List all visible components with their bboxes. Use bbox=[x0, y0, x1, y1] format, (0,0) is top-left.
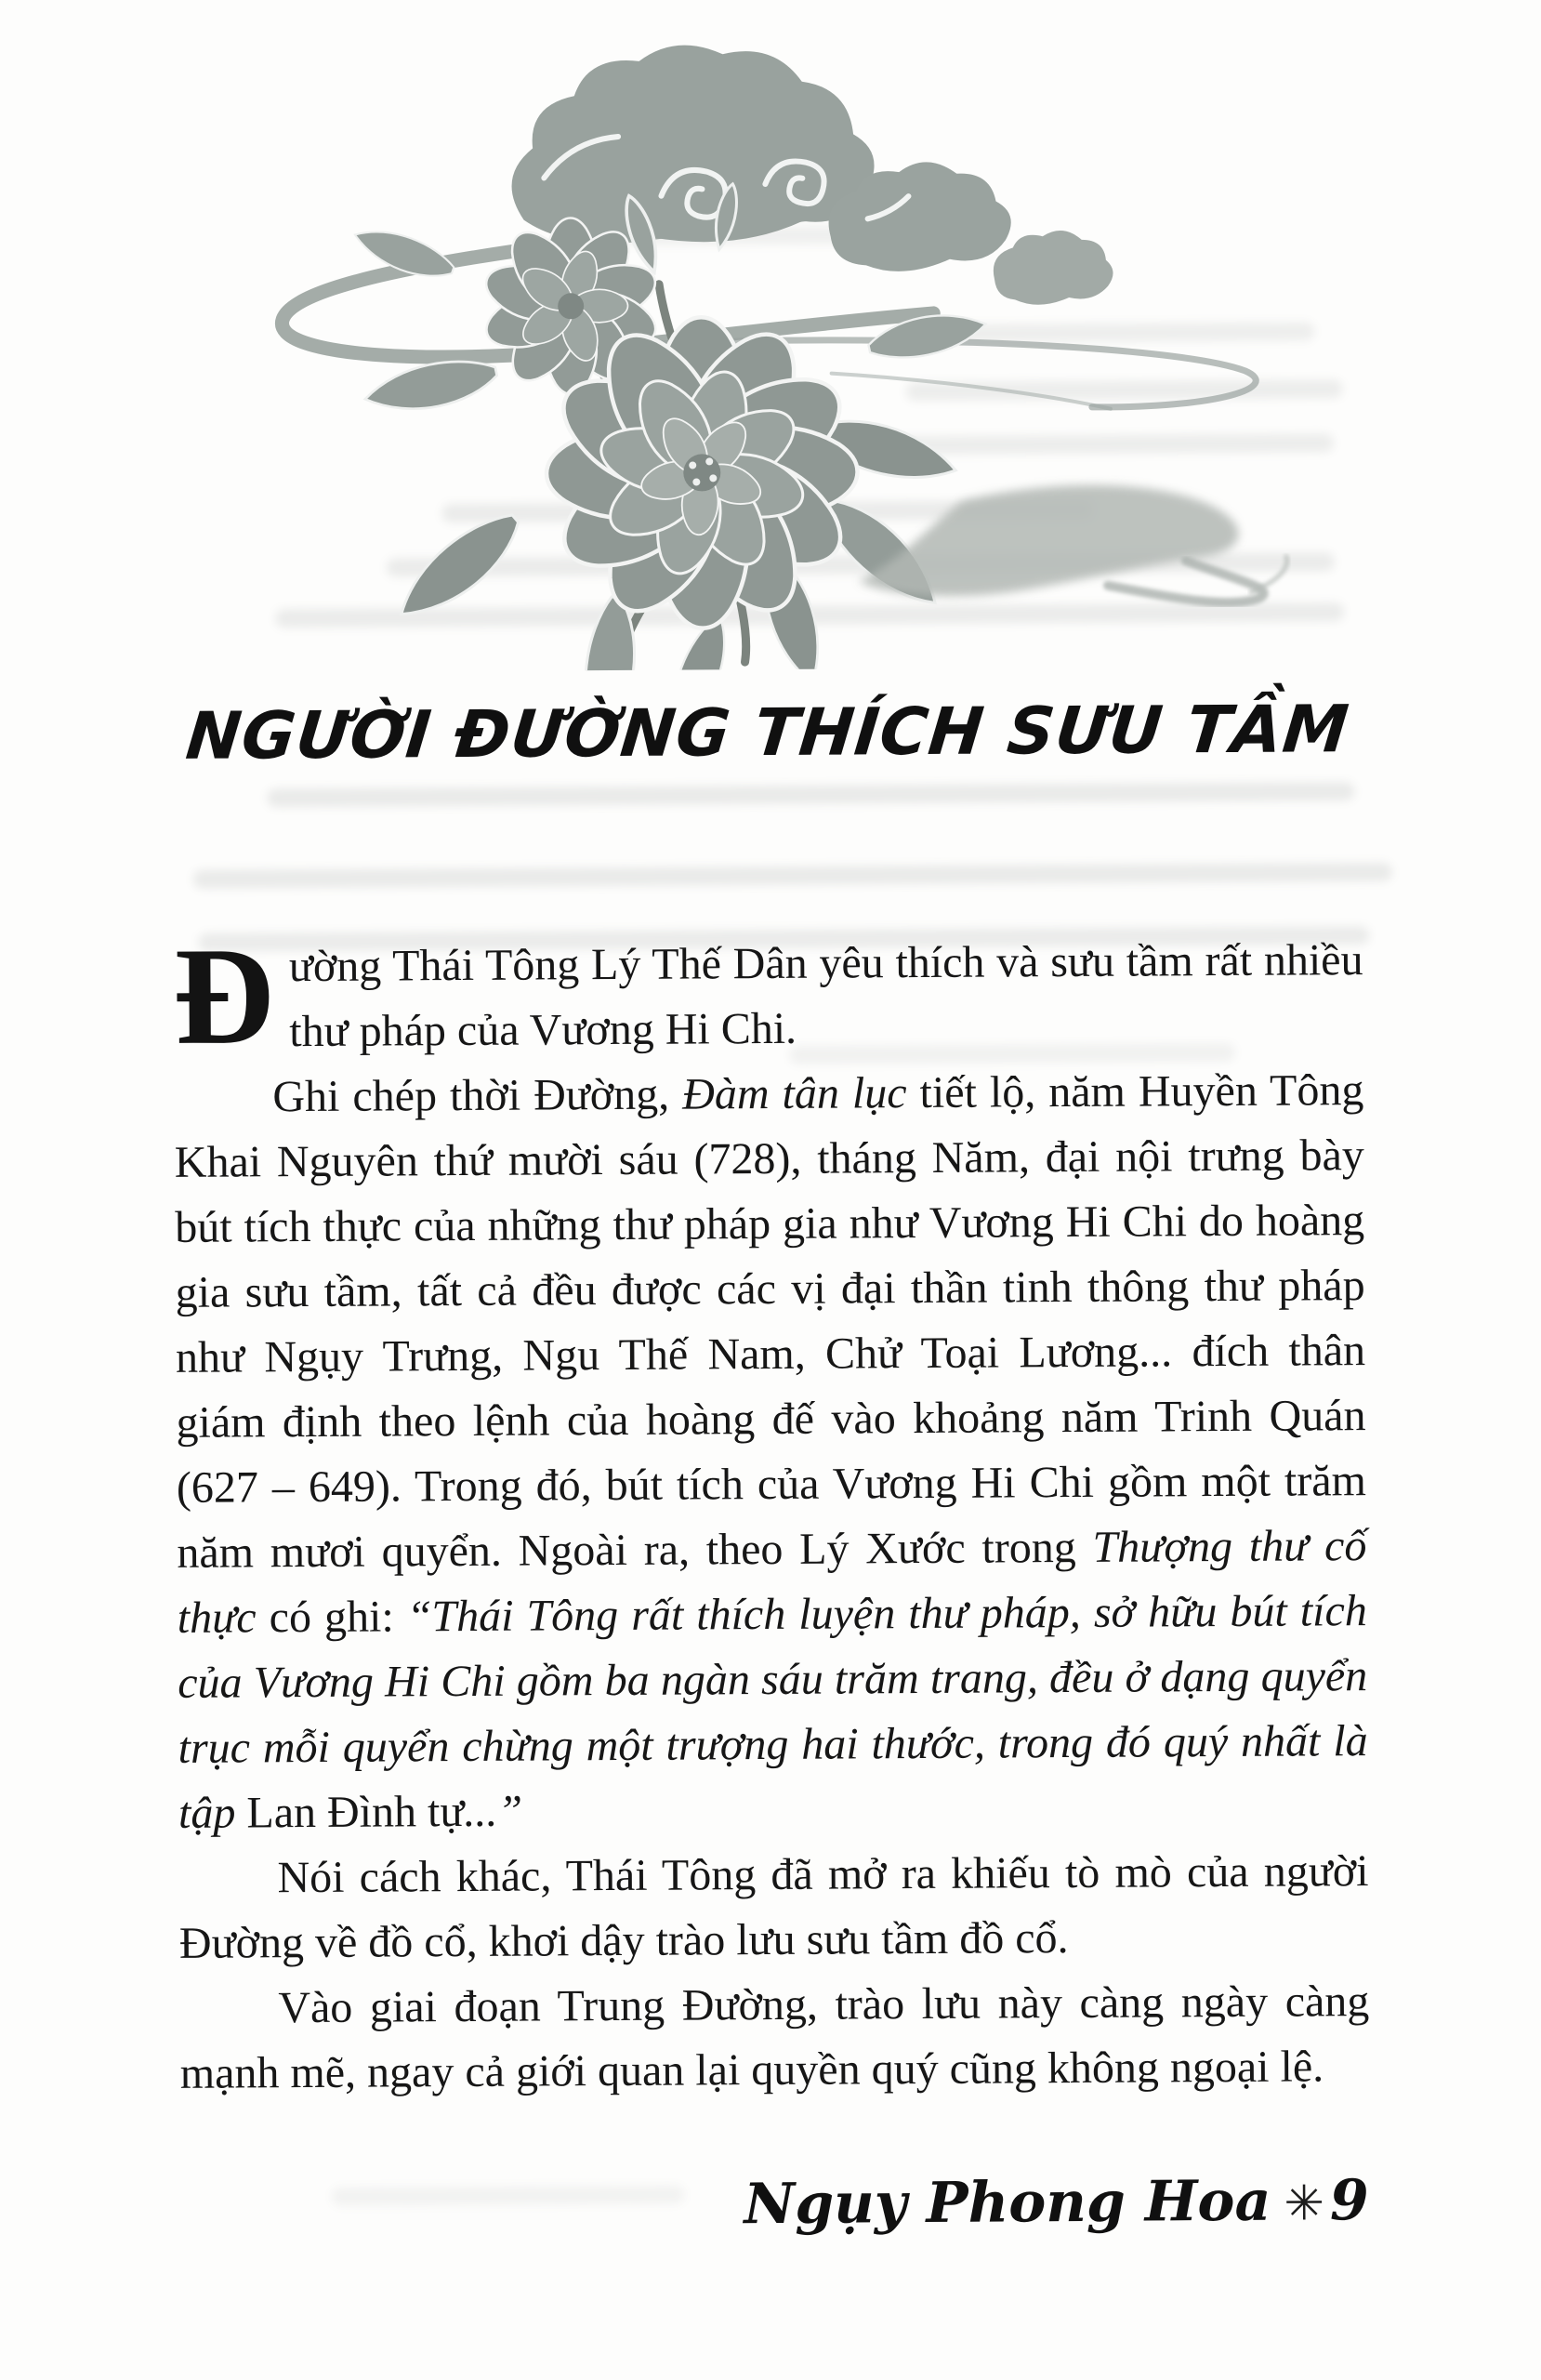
page-footer bbox=[744, 2168, 1369, 2237]
footer-author: Ngụy Phong Hoa bbox=[744, 2168, 1271, 2238]
peony-clouds-illustration bbox=[216, 33, 1316, 672]
paragraph-2-text: tiết lộ, năm Huyền Tông Khai Nguyên thứ mười sáu (728), tháng Năm, đại nội trưng bày bút tích thực của những thư pháp gia như Vương Hi Chi do hoàng gia sưu tầm, tất cả đều được các vị đại thần tinh thông thư pháp như Ngụy Trưng, Ngu Thế Nam, Chử Toại Lương... đích thân giám định theo lệnh của hoàng đế vào khoảng năm Trinh Quán (627 – 649). Trong đó, bút tích của Vương Hi Chi gồm một trăm năm mươi quyển. Ngoài ra, theo Lý Xước trong bbox=[174, 1065, 1367, 1578]
bleed-through-line bbox=[332, 2186, 685, 2206]
bleed-through-line bbox=[193, 863, 1392, 889]
drop-cap: Đ bbox=[173, 919, 275, 1074]
asterisk-flower-icon: ✳ bbox=[1284, 2175, 1325, 2232]
chapter-title: NGƯỜI ĐƯỜNG THÍCH SƯU TẦM bbox=[182, 691, 1353, 774]
book-title-thuong-thu-co-thuc: Thượng thư cố thực bbox=[177, 1521, 1367, 1643]
book-title-dam-tan-luc: Đàm tân lục bbox=[682, 1068, 907, 1119]
paragraph-4: Vào giai đoạn Trung Đường, trào lưu này càng ngày càng mạnh mẽ, ngay cả giới quan lại quyền quý cũng không ngoại lệ. bbox=[179, 1977, 1370, 2098]
footer-page-number: 9 bbox=[1329, 2168, 1369, 2234]
paragraph-2-text: Ghi chép thời Đường, bbox=[272, 1069, 683, 1122]
bleed-through-line bbox=[267, 782, 1354, 807]
work-title-lan-dinh-tu: Lan Đình tự bbox=[235, 1787, 465, 1838]
paragraph-2-text: có ghi: bbox=[256, 1592, 407, 1643]
paragraph-1-text: ường Thái Tông Lý Thế Dân yêu thích và sưu tầm rất nhiều thư pháp của Vương Hi Chi. bbox=[288, 935, 1363, 1057]
paragraph-3: Nói cách khác, Thái Tông đã mở ra khiếu tò mò của người Đường về đồ cổ, khơi dậy trào lưu sưu tầm đồ cổ. bbox=[178, 1846, 1369, 1968]
quotation-italic: “Thái Tông rất thích luyện thư pháp, sở hữu bút tích của Vương Hi Chi gồm ba ngàn sáu trăm trang, đều ở dạng quyển trục mỗi quyển chừng một trượng hai thước, trong đó quý nhất là tập bbox=[178, 1586, 1368, 1838]
quotation-end: ...” bbox=[464, 1786, 523, 1837]
body-text bbox=[173, 919, 1370, 2107]
paragraph-1 bbox=[173, 919, 1363, 1074]
paragraph-2 bbox=[174, 1058, 1368, 1846]
brush-wash-stroke bbox=[858, 483, 1287, 604]
